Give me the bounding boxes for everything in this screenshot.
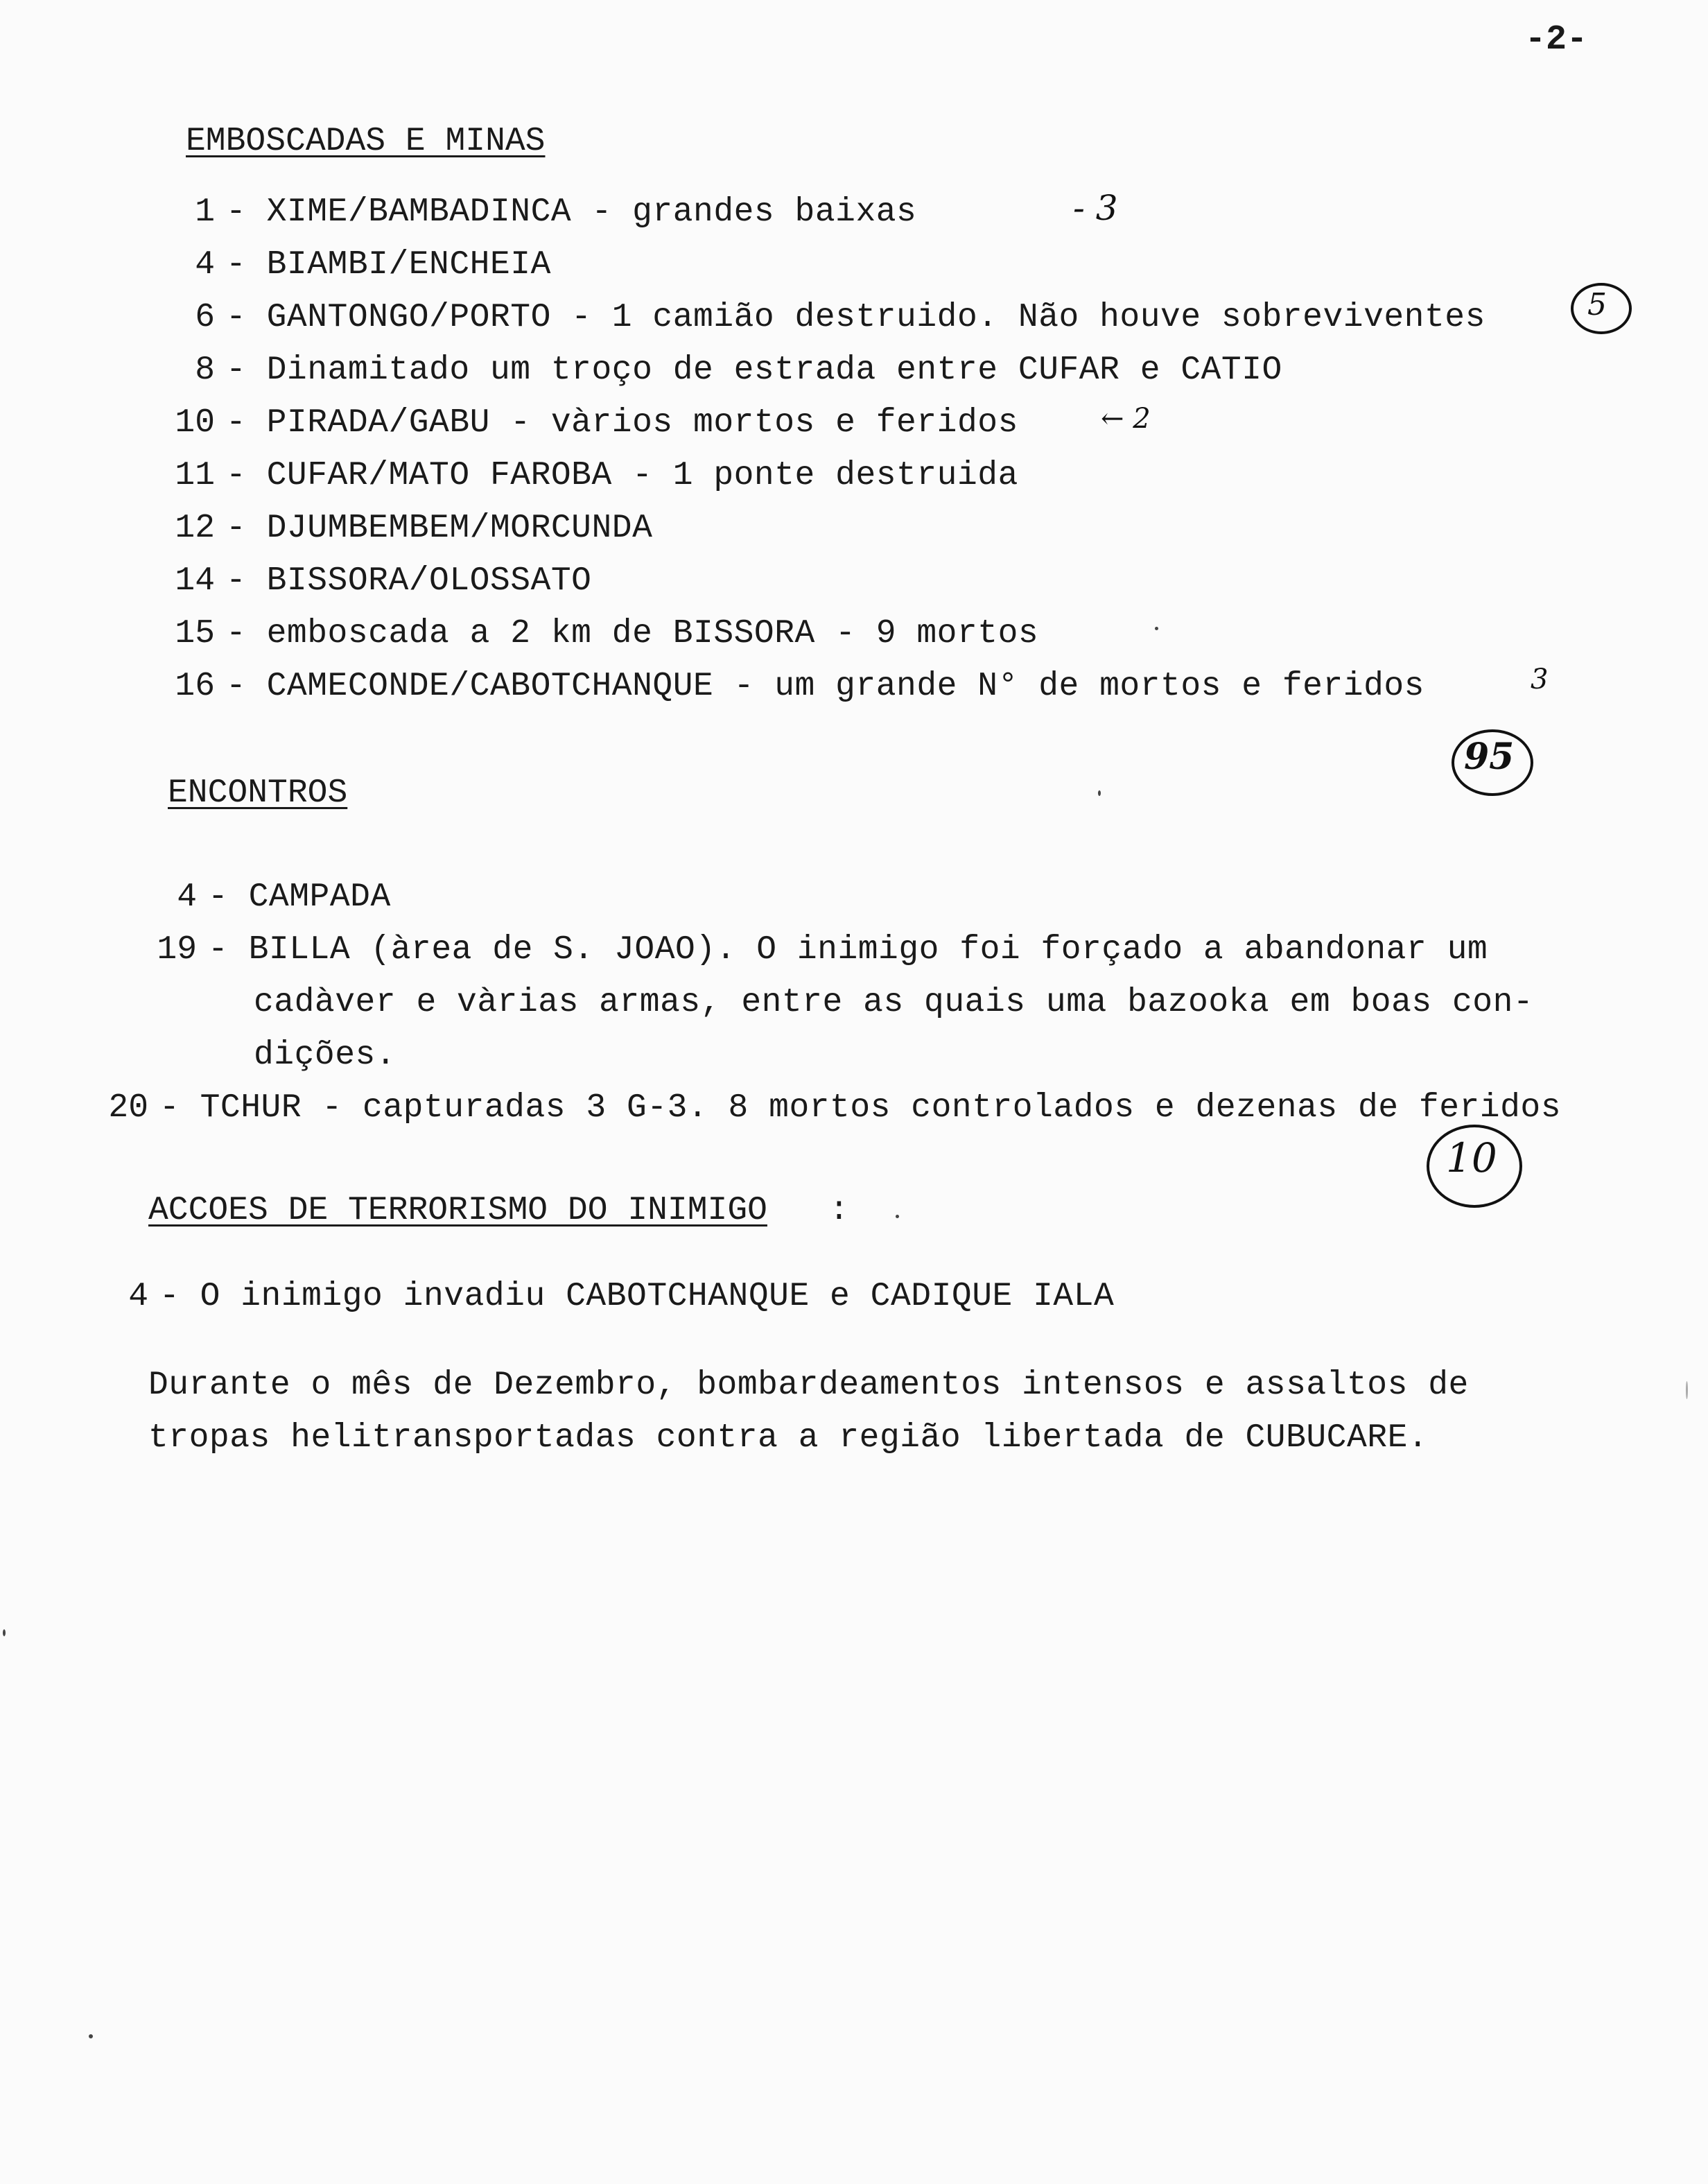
item-number: 4: [128, 1278, 148, 1315]
handwritten-circled-number: 5: [1587, 287, 1607, 322]
handwritten-circled-number: 10: [1446, 1134, 1497, 1181]
section-heading-encontros: ENCONTROS: [168, 774, 348, 812]
item-text: - TCHUR - capturadas 3 G-3. 8 mortos controlados e dezenas de feridos: [159, 1089, 1562, 1127]
item-text-line: dições.: [254, 1037, 397, 1074]
paragraph-line: tropas helitransportadas contra a região libertada de CUBUCARE.: [148, 1419, 1429, 1457]
item-number: 19: [157, 931, 197, 969]
section-heading-emboscadas: EMBOSCADAS E MINAS: [186, 123, 546, 160]
item-number: 12: [175, 510, 215, 547]
item-text: - emboscada a 2 km de BISSORA - 9 mortos: [226, 615, 1039, 652]
item-number: 15: [175, 615, 215, 652]
item-number: 1: [195, 193, 215, 231]
item-text: - CUFAR/MATO FAROBA - 1 ponte destruida: [226, 457, 1018, 494]
item-text: - XIME/BAMBADINCA - grandes baixas: [226, 193, 917, 231]
handwritten-note: ← 2: [1101, 403, 1151, 435]
item-number: 4: [177, 878, 197, 916]
item-number: 20: [108, 1089, 148, 1127]
scan-speck: [1155, 627, 1158, 630]
scan-speck: [896, 1215, 899, 1218]
item-text: - BISSORA/OLOSSATO: [226, 562, 592, 600]
item-number: 4: [195, 246, 215, 284]
item-text: - PIRADA/GABU - vàrios mortos e feridos: [226, 404, 1018, 442]
item-text-line: - BILLA (àrea de S. JOAO). O inimigo foi forçado a abandonar um: [208, 931, 1488, 969]
item-text: - CAMPADA: [208, 878, 391, 916]
handwritten-circled-number: 95: [1464, 736, 1515, 778]
item-text: - BIAMBI/ENCHEIA: [226, 246, 551, 284]
handwritten-note: - 3: [1073, 188, 1118, 228]
item-text: - CAMECONDE/CABOTCHANQUE - um grande N° de mortos e feridos: [226, 668, 1424, 705]
item-number: 6: [195, 299, 215, 336]
item-number: 14: [175, 562, 215, 600]
paragraph-line: Durante o mês de Dezembro, bombardeamentos intensos e assaltos de: [148, 1367, 1469, 1404]
section-heading-accoes: ACCOES DE TERRORISMO DO INIMIGO: [148, 1192, 767, 1229]
scan-speck: [1686, 1381, 1688, 1399]
item-text-line: cadàver e vàrias armas, entre as quais uma bazooka em boas con-: [254, 984, 1534, 1021]
item-number: 10: [175, 404, 215, 442]
scan-speck: [89, 2034, 93, 2038]
item-text: - O inimigo invadiu CABOTCHANQUE e CADIQUE IALA: [159, 1278, 1115, 1315]
page-number: -2-: [1525, 20, 1588, 60]
item-number: 11: [175, 457, 215, 494]
item-text: - GANTONGO/PORTO - 1 camião destruido. Não houve sobreviventes: [226, 299, 1485, 336]
item-text: - Dinamitado um troço de estrada entre CUFAR e CATIO: [226, 352, 1282, 389]
handwritten-note: 3: [1531, 664, 1549, 695]
scan-speck: [1098, 790, 1101, 796]
scan-speck: [3, 1629, 6, 1636]
item-number: 16: [175, 668, 215, 705]
heading-colon: :: [829, 1192, 850, 1229]
item-number: 8: [195, 352, 215, 389]
item-text: - DJUMBEMBEM/MORCUNDA: [226, 510, 653, 547]
